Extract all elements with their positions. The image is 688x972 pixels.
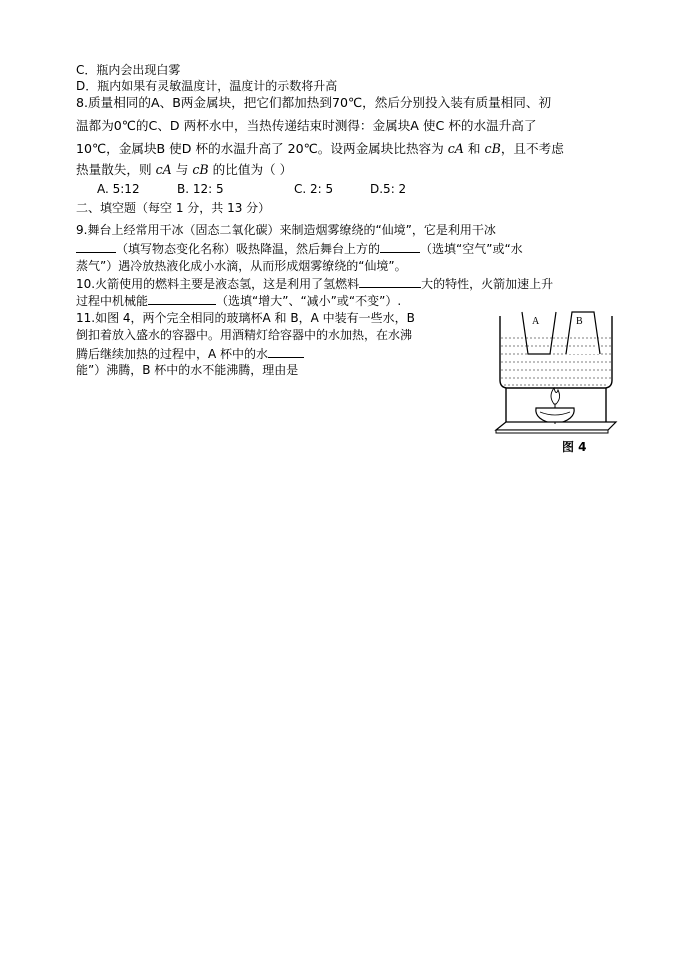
figure-caption: 图 4 xyxy=(562,440,587,454)
symbol-cB: cB xyxy=(484,141,501,156)
q10-line-2-text: 过程中机械能 xyxy=(76,294,149,308)
answer-blank xyxy=(359,275,421,288)
q10-line-2 xyxy=(76,292,401,309)
q7-option-c: C．瓶内会出现白雾 xyxy=(76,63,181,77)
q8-with: 与 xyxy=(171,162,193,177)
q8-ratio-text: 的比值为（ ） xyxy=(208,162,293,177)
q8-line-3-end: ，且不考虑 xyxy=(500,141,564,156)
q11-line-3 xyxy=(76,345,304,362)
symbol-cA: cA xyxy=(447,141,464,156)
q10-line-1 xyxy=(76,275,553,292)
q11-line-3-text: 腾后继续加热的过程中，A 杯中的水 xyxy=(76,347,269,361)
q8-option-a: A. 5:12 xyxy=(97,182,140,196)
q8-line-3-text: 10℃，金属块B 使D 杯的水温升高了 20℃。设两金属块比热容为 xyxy=(76,141,448,156)
q8-line-2: 温都为0℃的C、D 两杯水中，当热传递结束时测得：金属块A 使C 杯的水温升高了 xyxy=(76,118,537,133)
q7-option-d: D．瓶内如果有灵敏温度计，温度计的示数将升高 xyxy=(76,79,338,93)
q8-line-1: 8.质量相同的A、B两金属块，把它们都加热到70℃，然后分别投入装有质量相同、初 xyxy=(76,95,552,110)
q8-and: 和 xyxy=(463,141,485,156)
symbol-cB-2: cB xyxy=(192,162,209,177)
alcohol-lamp-flame xyxy=(551,388,560,408)
q8-line-3 xyxy=(76,141,564,157)
q10-line-1-text-b: 大的特性，火箭加速上升 xyxy=(421,277,554,291)
section-heading: 二、填空题（每空 1 分，共 13 分） xyxy=(76,201,271,215)
q8-option-c: C. 2: 5 xyxy=(294,182,334,196)
q10-line-2-text-b: （选填“增大”、“减小”或“不变”）. xyxy=(216,294,402,308)
label-b: B xyxy=(576,316,583,327)
q9-line-1: 9.舞台上经常用干冰（固态二氧化碳）来制造烟雾缭绕的“仙境”，它是利用干冰 xyxy=(76,223,496,237)
q11-line-2: 倒扣着放入盛水的容器中。用酒精灯给容器中的水加热，在水沸 xyxy=(76,328,413,342)
q8-line-4-text: 热量散失，则 xyxy=(76,162,156,177)
label-a: A xyxy=(532,316,540,327)
q11-line-1: 11.如图 4，两个完全相同的玻璃杯A 和 B，A 中装有一些水，B xyxy=(76,311,415,325)
answer-blank xyxy=(148,292,216,305)
q8-option-b: B. 12: 5 xyxy=(177,182,224,196)
q9-line-2-text-b: （选填“空气”或“水 xyxy=(420,242,523,256)
symbol-cA-2: cA xyxy=(155,162,172,177)
q9-line-2 xyxy=(76,240,523,257)
glass-cup-b-inverted xyxy=(566,312,600,354)
q8-option-d: D.5: 2 xyxy=(370,182,407,196)
figure-4-apparatus xyxy=(492,308,622,458)
q9-line-3: 蒸气”）遇冷放热液化成小水滴，从而形成烟雾缭绕的“仙境”。 xyxy=(76,259,407,273)
q9-line-2-text: （填写物态变化名称）吸热降温，然后舞台上方的 xyxy=(116,242,381,256)
answer-blank xyxy=(380,240,420,253)
answer-blank xyxy=(76,240,116,253)
q10-line-1-text: 10.火箭使用的燃料主要是液态氢，这是利用了氢燃料 xyxy=(76,277,360,291)
q8-line-4 xyxy=(76,162,292,178)
q11-line-4: 能”）沸腾，B 杯中的水不能沸腾，理由是 xyxy=(76,363,299,377)
answer-blank xyxy=(268,345,304,358)
